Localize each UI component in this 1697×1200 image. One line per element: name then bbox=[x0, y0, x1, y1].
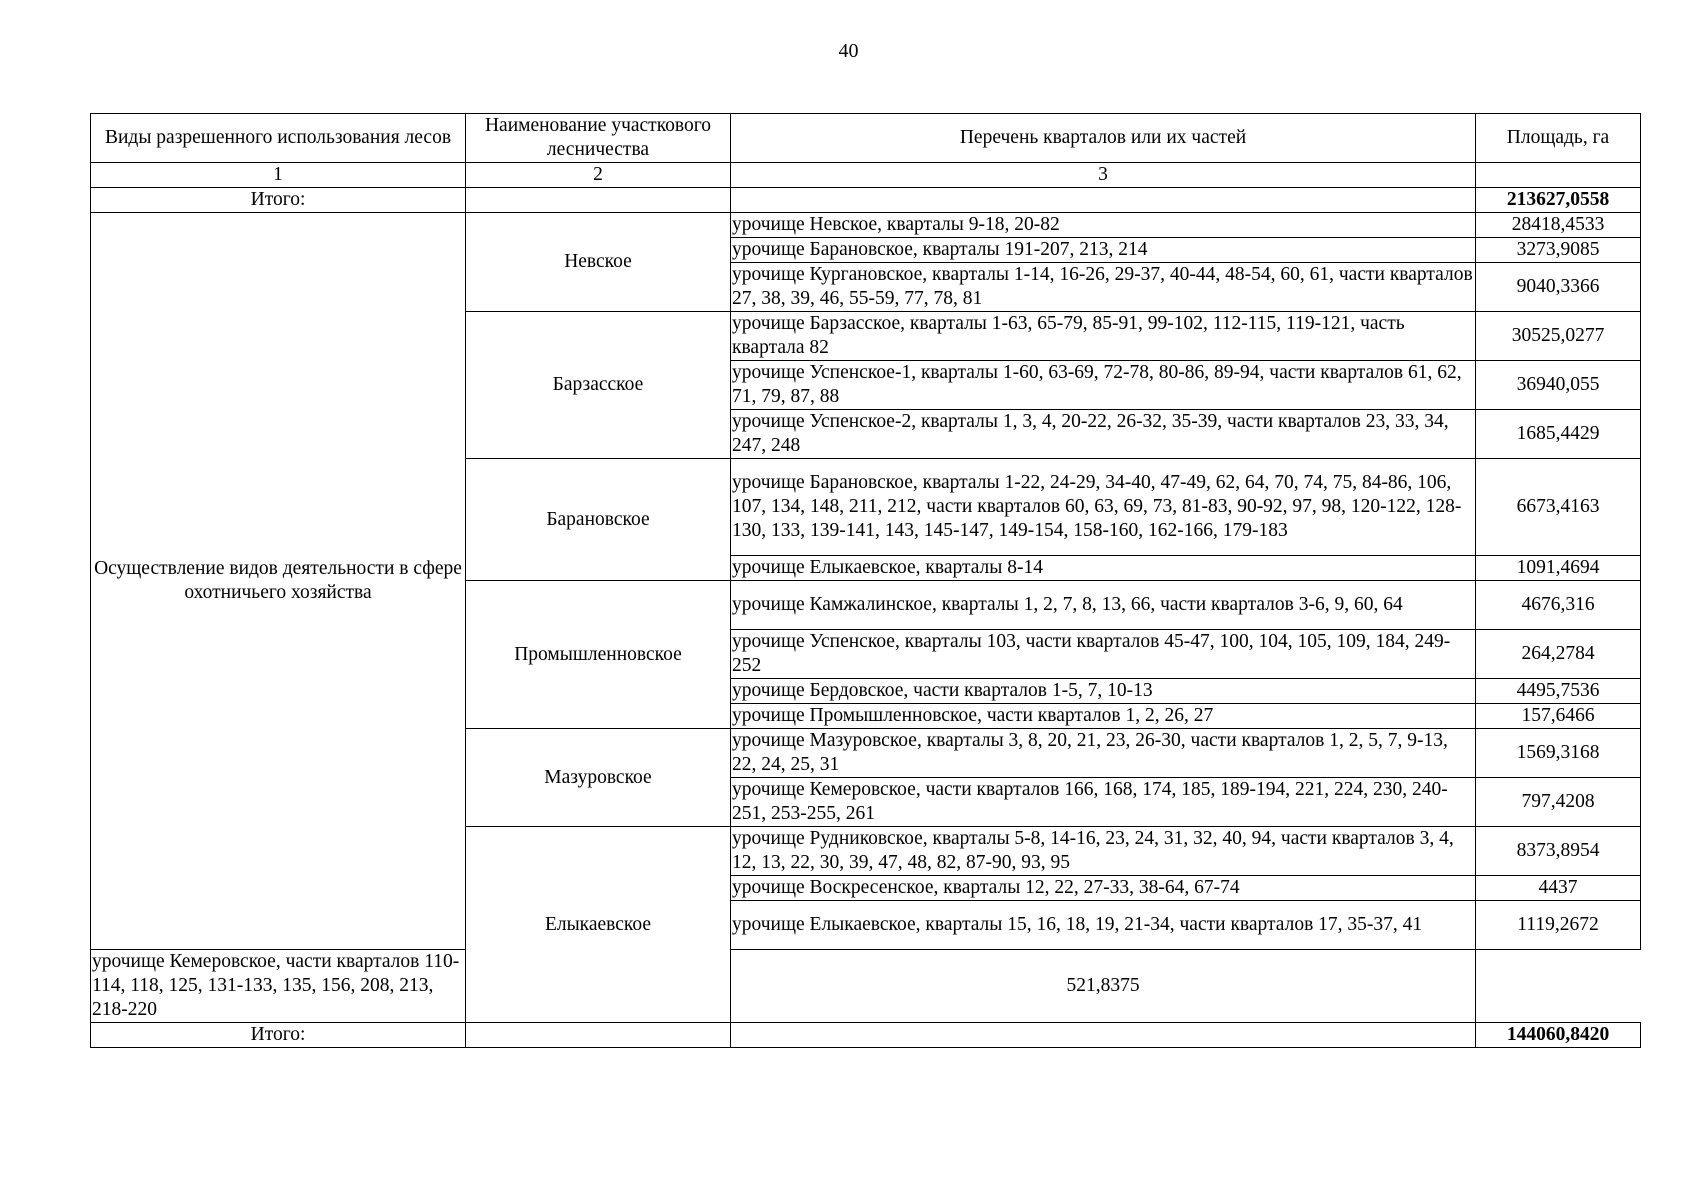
table-row bbox=[91, 213, 1641, 238]
area-value: 4495,7536 bbox=[1476, 679, 1641, 704]
area-value: 9040,3366 bbox=[1476, 263, 1641, 312]
total-label: Итого: bbox=[91, 188, 466, 213]
forestry-name: Барзасское bbox=[466, 312, 731, 459]
quarters-text: урочище Невское, кварталы 9-18, 20-82 bbox=[731, 213, 1476, 238]
column-number: 3 bbox=[731, 163, 1476, 188]
empty-cell bbox=[466, 1023, 731, 1048]
area-value: 1119,2672 bbox=[1476, 901, 1641, 950]
quarters-text: урочище Барановское, кварталы 1-22, 24-29, 34-40, 47-49, 62, 64, 70, 74, 75, 84-86, 106, 107, 134, 148, 211, 212, части кварталов 60, 63, 69, 73, 81-83, 90-92, 97, 98, 120-122, 128-130, 133, 139-141, 143, 145-147, 149-154, 158-160, 162-166, 179-183 bbox=[731, 459, 1476, 556]
header-area: Площадь, га bbox=[1476, 114, 1641, 163]
table-header-row bbox=[91, 114, 1641, 163]
column-numbering-row bbox=[91, 163, 1641, 188]
forestry-name: Промышленновское bbox=[466, 581, 731, 729]
quarters-text: урочище Барановское, кварталы 191-207, 213, 214 bbox=[731, 238, 1476, 263]
use-type-cell: Осуществление видов деятельности в сфере охотничьего хозяйства bbox=[91, 213, 466, 950]
quarters-text: урочище Барзасское, кварталы 1-63, 65-79, 85-91, 99-102, 112-115, 119-121, часть квартала 82 bbox=[731, 312, 1476, 361]
header-forestry-name: Наименование участкового лесничества bbox=[466, 114, 731, 163]
quarters-text: урочище Кемеровское, части кварталов 166, 168, 174, 185, 189-194, 221, 224, 230, 240-251, 253-255, 261 bbox=[731, 778, 1476, 827]
quarters-text: урочище Мазуровское, кварталы 3, 8, 20, 21, 23, 26-30, части кварталов 1, 2, 5, 7, 9-13, 22, 24, 25, 31 bbox=[731, 729, 1476, 778]
area-value: 1091,4694 bbox=[1476, 556, 1641, 581]
quarters-text: урочище Промышленновское, части кварталов 1, 2, 26, 27 bbox=[731, 704, 1476, 729]
column-number: 1 bbox=[91, 163, 466, 188]
area-value: 3273,9085 bbox=[1476, 238, 1641, 263]
total-label: Итого: bbox=[91, 1023, 466, 1048]
quarters-text: урочище Елыкаевское, кварталы 15, 16, 18, 19, 21-34, части кварталов 17, 35-37, 41 bbox=[731, 901, 1476, 950]
page-number: 40 bbox=[838, 40, 859, 62]
area-value: 1685,4429 bbox=[1476, 410, 1641, 459]
area-value: 36940,055 bbox=[1476, 361, 1641, 410]
quarters-text: урочище Успенское-2, кварталы 1, 3, 4, 20-22, 26-32, 35-39, части кварталов 23, 33, 34, 247, 248 bbox=[731, 410, 1476, 459]
header-quarters-list: Перечень кварталов или их частей bbox=[731, 114, 1476, 163]
previous-total-row bbox=[91, 188, 1641, 213]
quarters-text: урочище Рудниковское, кварталы 5-8, 14-16, 23, 24, 31, 32, 40, 94, части кварталов 3, 4, 12, 13, 22, 30, 39, 47, 48, 82, 87-90, 93, 95 bbox=[731, 827, 1476, 876]
forestry-name: Невское bbox=[466, 213, 731, 312]
forestry-name: Барановское bbox=[466, 459, 731, 581]
column-number bbox=[1476, 163, 1641, 188]
quarters-text: урочище Кемеровское, части кварталов 110-114, 118, 125, 131-133, 135, 156, 208, 213, 218-220 bbox=[91, 950, 466, 1023]
area-value: 30525,0277 bbox=[1476, 312, 1641, 361]
quarters-text: урочище Воскресенское, кварталы 12, 22, 27-33, 38-64, 67-74 bbox=[731, 876, 1476, 901]
total-value: 144060,8420 bbox=[1476, 1023, 1641, 1048]
column-number: 2 bbox=[466, 163, 731, 188]
area-value: 4437 bbox=[1476, 876, 1641, 901]
quarters-text: урочище Камжалинское, кварталы 1, 2, 7, 8, 13, 66, части кварталов 3-6, 9, 60, 64 bbox=[731, 581, 1476, 630]
empty-cell bbox=[731, 188, 1476, 213]
forestry-name: Елыкаевское bbox=[466, 827, 731, 1023]
final-total-row bbox=[91, 1023, 1641, 1048]
area-value: 4676,316 bbox=[1476, 581, 1641, 630]
area-value: 6673,4163 bbox=[1476, 459, 1641, 556]
area-value: 521,8375 bbox=[731, 950, 1476, 1023]
area-value: 797,4208 bbox=[1476, 778, 1641, 827]
area-value: 8373,8954 bbox=[1476, 827, 1641, 876]
area-value: 28418,4533 bbox=[1476, 213, 1641, 238]
area-value: 157,6466 bbox=[1476, 704, 1641, 729]
empty-cell bbox=[731, 1023, 1476, 1048]
forestry-name: Мазуровское bbox=[466, 729, 731, 827]
area-value: 1569,3168 bbox=[1476, 729, 1641, 778]
forest-use-table bbox=[90, 113, 1641, 1048]
total-value: 213627,0558 bbox=[1476, 188, 1641, 213]
quarters-text: урочище Елыкаевское, кварталы 8-14 bbox=[731, 556, 1476, 581]
header-use-type: Виды разрешенного использования лесов bbox=[91, 114, 466, 163]
quarters-text: урочище Успенское, кварталы 103, части кварталов 45-47, 100, 104, 105, 109, 184, 249-252 bbox=[731, 630, 1476, 679]
quarters-text: урочище Бердовское, части кварталов 1-5, 7, 10-13 bbox=[731, 679, 1476, 704]
quarters-text: урочище Успенское-1, кварталы 1-60, 63-69, 72-78, 80-86, 89-94, части кварталов 61, 62, 71, 79, 87, 88 bbox=[731, 361, 1476, 410]
empty-cell bbox=[466, 188, 731, 213]
area-value: 264,2784 bbox=[1476, 630, 1641, 679]
table-row bbox=[91, 950, 1641, 1023]
quarters-text: урочище Кургановское, кварталы 1-14, 16-26, 29-37, 40-44, 48-54, 60, 61, части кварталов 27, 38, 39, 46, 55-59, 77, 78, 81 bbox=[731, 263, 1476, 312]
